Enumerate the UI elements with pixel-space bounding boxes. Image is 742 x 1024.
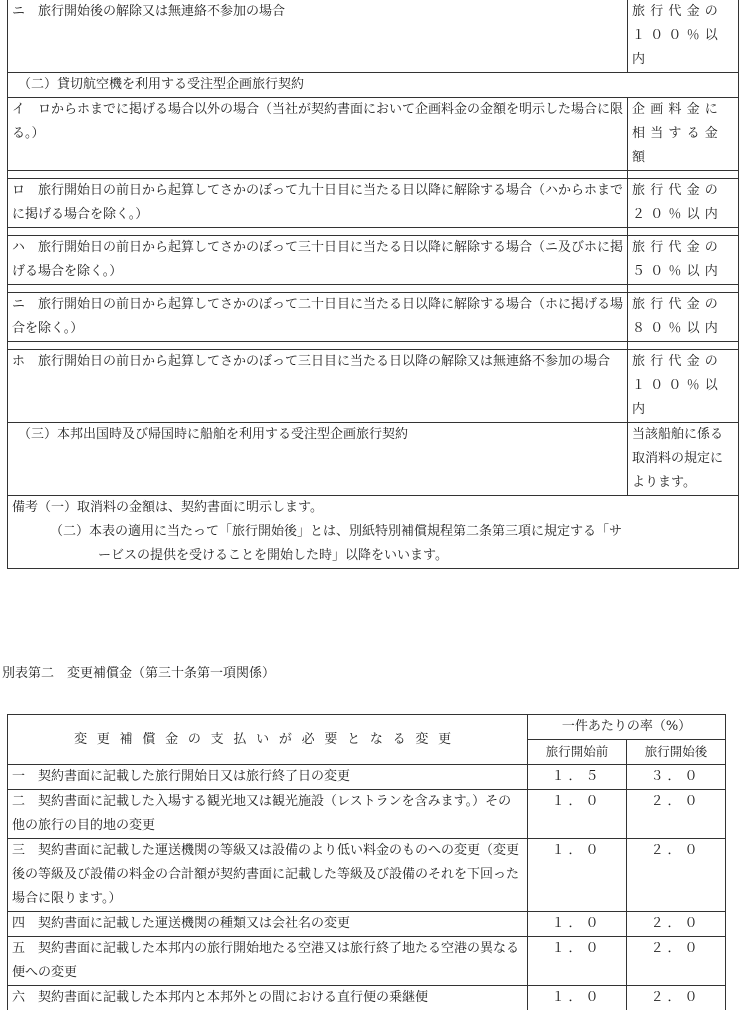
rate-cell: 当該船舶に係る取消料の規定によります。 [628,423,739,496]
condition-cell: ニ 旅行開始日の前日から起算してさかのぼって二十日目に当たる日以降に解除する場合（ホに掲げる場合を除く。） [8,293,628,342]
spacer-row [8,228,739,236]
table-row [8,350,739,423]
table-row [8,937,726,986]
condition-cell: ハ 旅行開始日の前日から起算してさかのぼって三十日目に当たる日以降に解除する場合（ニ及びホに掲げる場合を除く。） [8,236,628,285]
section-title: （三）本邦出国時及び帰国時に船舶を利用する受注型企画旅行契約 [8,423,628,496]
remarks-item-1: （一）取消料の金額は、契約書面に明示します。 [38,500,323,515]
remarks-row [8,496,739,569]
rate-cell: 旅行代金の ２０％以内 [628,179,739,228]
before-rate: １．０ [528,839,627,912]
before-rate: １．０ [528,986,627,1011]
header-rate: 一件あたりの率（%） [528,715,726,740]
condition-cell: イ ロからホまでに掲げる場合以外の場合（当社が契約書面において企画料金の金額を明示した場合に限る。） [8,98,628,171]
change-cell: 五 契約書面に記載した本邦内の旅行開始地たる空港又は旅行終了地たる空港の異なる便への変更 [8,937,528,986]
header-row [8,715,726,740]
rate-cell: 旅行代金の ５０％以内 [628,236,739,285]
change-cell: 二 契約書面に記載した入場する観光地又は観光施設（レストランを含みます。）その他の旅行の目的地の変更 [8,790,528,839]
rate-cell: 旅行代金の １００％以内 [628,350,739,423]
after-rate: ３．０ [627,765,726,790]
rate-cell: 企画料金に 相当する金額 [628,98,739,171]
header-after: 旅行開始後 [627,740,726,765]
section-row [8,73,739,98]
change-cell: 一 契約書面に記載した旅行開始日又は旅行終了日の変更 [8,765,528,790]
condition-cell: ニ 旅行開始後の解除又は無連絡不参加の場合 [8,0,628,73]
cancellation-fee-table [7,0,739,569]
after-rate: ２．０ [627,937,726,986]
section-row [8,423,739,496]
table-row [8,236,739,285]
remarks-line-1 [12,496,734,520]
table-row [8,765,726,790]
table-row [8,986,726,1011]
before-rate: １．０ [528,912,627,937]
section-title: （二）貸切航空機を利用する受注型企画旅行契約 [8,73,739,98]
after-rate: ２．０ [627,986,726,1011]
change-cell: 三 契約書面に記載した運送機関の等級又は設備のより低い料金のものへの変更（変更後の等級及び設備の料金の合計額が契約書面に記載した等級及び設備のそれを下回った場合に限ります。） [8,839,528,912]
change-cell: 四 契約書面に記載した運送機関の種類又は会社名の変更 [8,912,528,937]
remarks-item-2-first: （二）本表の適用に当たって「旅行開始後」とは、別紙特別補償規程第二条第三項に規定する「サ [50,524,623,539]
table-row [8,790,726,839]
before-rate: １．０ [528,937,627,986]
table-row [8,0,739,73]
condition-cell: ロ 旅行開始日の前日から起算してさかのぼって九十日目に当たる日以降に解除する場合（ハからホまでに掲げる場合を除く。） [8,179,628,228]
after-rate: ２．０ [627,839,726,912]
before-rate: １．０ [528,790,627,839]
spacer-row [8,285,739,293]
after-rate: ２．０ [627,790,726,839]
table-row [8,98,739,171]
condition-cell: ホ 旅行開始日の前日から起算してさかのぼって三日目に当たる日以降の解除又は無連絡不参加の場合 [8,350,628,423]
header-before: 旅行開始前 [528,740,627,765]
remarks-label: 備考 [12,500,39,515]
remarks-item-2 [12,520,734,568]
after-rate: ２．０ [627,912,726,937]
table-row [8,912,726,937]
table-row [8,179,739,228]
change-compensation-table [7,714,726,1010]
section-heading: 別表第二 変更補償金（第三十条第一項関係） [2,666,276,681]
table-row [8,839,726,912]
spacer-row [8,342,739,350]
spacer-row [8,171,739,179]
change-cell: 六 契約書面に記載した本邦内と本邦外との間における直行便の乗継便 [8,986,528,1011]
before-rate: １．５ [528,765,627,790]
rate-cell: 旅行代金の １００％以内 [628,0,739,73]
remarks [8,496,739,569]
remarks-item-2-cont: ービスの提供を受けることを開始した時」以降をいいます。 [98,548,448,563]
table-row [8,293,739,342]
header-change: 変更補償金の支払いが必要となる変更 [8,715,528,765]
rate-cell: 旅行代金の ８０％以内 [628,293,739,342]
